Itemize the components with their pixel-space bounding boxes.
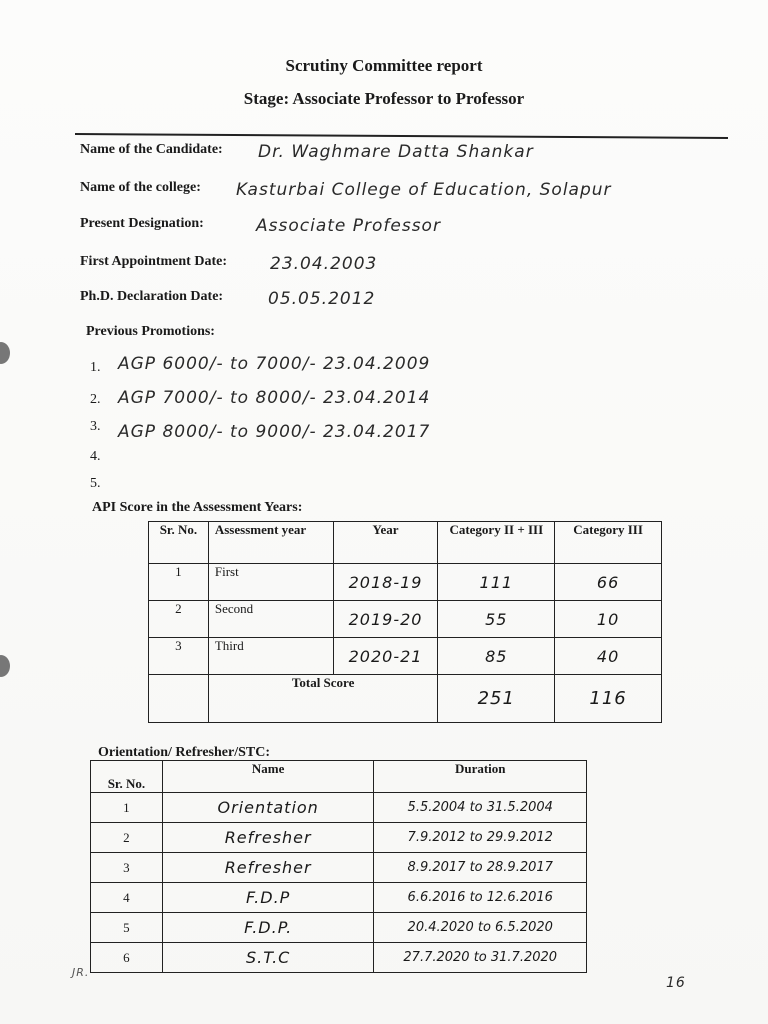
promotion-entry: AGP 8000/- to 9000/- 23.04.2017 — [118, 422, 431, 442]
total-cat23: 251 — [438, 675, 555, 723]
assessment-cell: Third — [208, 638, 333, 675]
cat23-cell: 85 — [438, 638, 555, 675]
promotion-number: 2. — [90, 392, 101, 407]
report-title: Scrutiny Committee report — [285, 56, 483, 75]
column-header: Year — [333, 522, 438, 564]
table-row — [91, 793, 587, 823]
assessment-cell: Second — [208, 601, 333, 638]
column-header: Sr. No. — [91, 761, 163, 793]
promotions-heading: Previous Promotions: — [86, 324, 215, 339]
duration-cell: 8.9.2017 to 28.9.2017 — [374, 853, 587, 883]
promotion-number: 4. — [90, 449, 101, 464]
college-label: Name of the college: — [80, 180, 201, 195]
promotion-number: 3. — [90, 419, 101, 434]
table-row — [149, 638, 662, 675]
candidate-value: Dr. Waghmare Datta Shankar — [258, 142, 534, 162]
training-name-cell: F.D.P. — [162, 913, 374, 943]
designation-label: Present Designation: — [80, 216, 204, 231]
year-cell: 2019-20 — [333, 601, 438, 638]
cat3-cell: 10 — [555, 601, 662, 638]
table-row — [91, 853, 587, 883]
column-header: Assessment year — [208, 522, 333, 564]
year-cell: 2018-19 — [333, 564, 438, 601]
sr-cell: 3 — [149, 638, 209, 675]
cat23-cell: 111 — [438, 564, 555, 601]
duration-cell: 20.4.2020 to 6.5.2020 — [374, 913, 587, 943]
column-header: Sr. No. — [149, 522, 209, 564]
punch-hole — [0, 342, 10, 364]
report-stage: Stage: Associate Professor to Professor — [243, 89, 525, 108]
column-header: Name — [162, 761, 374, 793]
training-heading: Orientation/ Refresher/STC: — [98, 745, 270, 760]
designation-value: Associate Professor — [256, 216, 441, 236]
header-rule — [75, 133, 728, 139]
total-row — [149, 675, 662, 723]
total-label: Total Score — [208, 675, 438, 723]
assessment-cell: First — [208, 564, 333, 601]
initials-mark: JR. — [72, 966, 90, 979]
appointment-label: First Appointment Date: — [80, 254, 227, 269]
promotion-entry: AGP 6000/- to 7000/- 23.04.2009 — [118, 354, 431, 374]
table-row — [91, 913, 587, 943]
duration-cell: 27.7.2020 to 31.7.2020 — [374, 943, 587, 973]
api-heading: API Score in the Assessment Years: — [92, 500, 303, 515]
cat3-cell: 40 — [555, 638, 662, 675]
cat23-cell: 55 — [438, 601, 555, 638]
candidate-label: Name of the Candidate: — [80, 142, 223, 157]
sr-cell: 1 — [91, 793, 163, 823]
table-row — [91, 883, 587, 913]
table-row — [149, 564, 662, 601]
api-score-table — [148, 521, 662, 723]
promotion-number: 5. — [90, 476, 101, 491]
column-header: Category II + III — [438, 522, 555, 564]
college-value: Kasturbai College of Education, Solapur — [236, 180, 612, 200]
phd-label: Ph.D. Declaration Date: — [80, 289, 224, 304]
promotion-entry: AGP 7000/- to 8000/- 23.04.2014 — [118, 388, 431, 408]
training-name-cell: Orientation — [162, 793, 374, 823]
training-name-cell: Refresher — [162, 853, 374, 883]
api-header-row — [149, 522, 662, 564]
training-name-cell: Refresher — [162, 823, 374, 853]
page-number: 16 — [666, 975, 686, 991]
table-row — [91, 823, 587, 853]
sr-cell: 5 — [91, 913, 163, 943]
duration-cell: 6.6.2016 to 12.6.2016 — [374, 883, 587, 913]
cat3-cell: 66 — [555, 564, 662, 601]
empty-cell — [149, 675, 209, 723]
duration-cell: 7.9.2012 to 29.9.2012 — [374, 823, 587, 853]
training-header-row — [91, 761, 587, 793]
sr-cell: 1 — [149, 564, 209, 601]
year-cell: 2020-21 — [333, 638, 438, 675]
table-row — [149, 601, 662, 638]
appointment-value: 23.04.2003 — [270, 254, 378, 274]
sr-cell: 3 — [91, 853, 163, 883]
sr-cell: 6 — [91, 943, 163, 973]
promotion-number: 1. — [90, 360, 101, 375]
column-header: Duration — [374, 761, 587, 793]
sr-cell: 4 — [91, 883, 163, 913]
punch-hole — [0, 655, 10, 677]
training-name-cell: S.T.C — [162, 943, 374, 973]
training-table — [90, 760, 587, 973]
duration-cell: 5.5.2004 to 31.5.2004 — [374, 793, 587, 823]
table-row — [91, 943, 587, 973]
training-name-cell: F.D.P — [162, 883, 374, 913]
total-cat3: 116 — [555, 675, 662, 723]
sr-cell: 2 — [91, 823, 163, 853]
sr-cell: 2 — [149, 601, 209, 638]
column-header: Category III — [555, 522, 662, 564]
phd-value: 05.05.2012 — [268, 289, 376, 309]
